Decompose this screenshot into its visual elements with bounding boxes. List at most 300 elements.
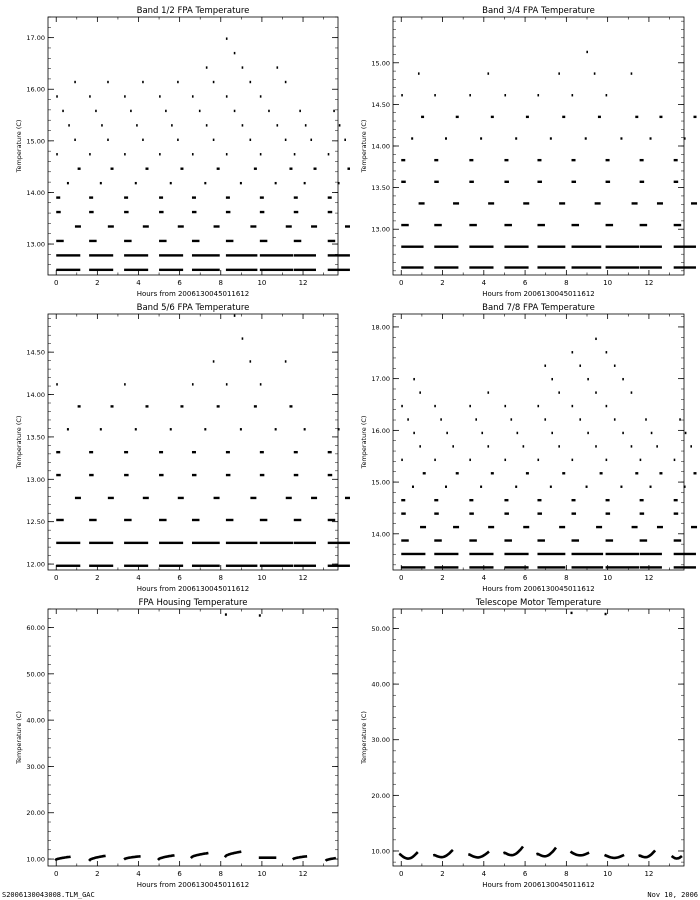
data-point: [537, 181, 542, 183]
data-point: [56, 95, 58, 97]
data-point: [124, 451, 128, 453]
data-point: [674, 224, 682, 226]
data-point: [254, 168, 257, 170]
data-point: [679, 418, 681, 420]
data-point: [56, 383, 58, 385]
data-point: [344, 139, 346, 141]
y-tick-label: 20.00: [371, 791, 390, 800]
data-point: [401, 459, 403, 461]
data-point: [286, 225, 292, 227]
data-point: [606, 553, 639, 555]
data-point: [250, 139, 252, 141]
y-tick-label: 20.00: [26, 809, 45, 818]
data-point: [640, 224, 648, 226]
data-point: [434, 499, 438, 501]
data-point: [260, 196, 264, 198]
data-point: [685, 432, 687, 434]
y-tick-label: 13.00: [371, 225, 390, 234]
data-point: [469, 266, 493, 268]
y-tick-label: 40.00: [26, 716, 45, 725]
data-point: [488, 202, 494, 204]
data-point: [56, 153, 58, 155]
data-point: [491, 472, 494, 474]
data-point: [204, 428, 206, 430]
data-segment: [124, 856, 141, 859]
y-tick-label: 13.00: [26, 475, 45, 484]
data-series: [399, 612, 682, 859]
x-tick-label: 2: [440, 870, 445, 878]
x-tick-label: 10: [603, 574, 613, 582]
data-point: [124, 153, 126, 155]
data-point: [136, 124, 138, 126]
data-point: [285, 360, 287, 362]
data-point: [111, 405, 114, 407]
data-point: [456, 116, 459, 118]
y-tick-label: 14.00: [371, 142, 390, 151]
data-point: [631, 391, 633, 393]
data-point: [159, 240, 167, 242]
data-point: [631, 445, 633, 447]
data-point: [413, 432, 415, 434]
data-points: [56, 37, 350, 271]
data-point: [572, 499, 576, 501]
data-point: [143, 225, 149, 227]
data-segment: [433, 850, 453, 857]
y-tick-label: 13.50: [26, 433, 45, 442]
data-point: [632, 202, 638, 204]
data-point: [226, 211, 231, 213]
data-point: [674, 512, 679, 514]
chart-band56: [0, 297, 350, 599]
data-point: [159, 153, 161, 155]
data-point: [537, 94, 539, 96]
y-tick-label: 12.00: [26, 560, 45, 569]
data-point: [277, 66, 279, 68]
data-point: [572, 181, 577, 183]
data-point: [314, 168, 317, 170]
y-tick-label: 60.00: [26, 624, 45, 633]
data-point: [294, 474, 299, 476]
data-point: [515, 486, 517, 488]
data-point: [62, 110, 64, 112]
data-point: [434, 266, 458, 268]
x-tick-label: 10: [257, 279, 267, 287]
y-tick-label: 13.50: [371, 184, 390, 193]
y-tick-label: 14.50: [371, 100, 390, 109]
data-point: [56, 519, 64, 521]
data-point: [572, 159, 576, 161]
data-point: [177, 81, 179, 83]
data-point: [250, 360, 252, 362]
data-point: [674, 459, 676, 461]
data-point: [606, 512, 611, 514]
data-point: [299, 110, 301, 112]
data-point: [225, 613, 227, 615]
data-point: [95, 110, 97, 112]
data-point: [242, 337, 244, 339]
data-point: [56, 254, 80, 256]
data-point: [89, 254, 113, 256]
data-point: [214, 497, 220, 499]
data-point: [480, 486, 482, 488]
data-point: [275, 428, 277, 430]
data-point: [67, 428, 69, 430]
data-point: [504, 459, 506, 461]
x-tick-label: 2: [95, 279, 100, 287]
x-tick-label: 0: [399, 574, 404, 582]
y-tick-label: 15.00: [371, 59, 390, 68]
y-tick-label: 30.00: [26, 762, 45, 771]
data-point: [226, 95, 228, 97]
data-point: [657, 202, 663, 204]
x-tick-label: 12: [644, 279, 654, 287]
data-series: [55, 613, 336, 861]
data-point: [401, 246, 423, 248]
data-point: [56, 474, 61, 476]
data-point: [550, 486, 552, 488]
data-point: [260, 565, 293, 567]
data-point: [159, 211, 164, 213]
data-point: [411, 137, 413, 139]
x-tick-label: 12: [644, 870, 654, 878]
data-point: [434, 539, 442, 541]
data-point: [328, 519, 336, 521]
data-point: [517, 432, 519, 434]
x-tick-label: 10: [257, 870, 267, 878]
data-segment: [326, 858, 336, 861]
data-point: [260, 240, 268, 242]
data-point: [650, 486, 652, 488]
data-point: [339, 124, 341, 126]
chart-band12: [0, 0, 350, 302]
data-point: [192, 269, 220, 271]
data-point: [469, 94, 471, 96]
data-point: [159, 254, 183, 256]
data-segment: [571, 852, 590, 856]
data-point: [632, 526, 638, 528]
data-point: [304, 182, 306, 184]
data-point: [192, 153, 194, 155]
data-point: [659, 472, 662, 474]
data-point: [56, 211, 61, 213]
data-point: [620, 486, 622, 488]
x-axis-label: Hours from 2006130045011612: [136, 290, 250, 298]
data-point: [572, 266, 602, 268]
data-point: [504, 94, 506, 96]
data-point: [537, 224, 545, 226]
data-point: [620, 137, 622, 139]
data-point: [170, 428, 172, 430]
x-tick-label: 6: [177, 870, 182, 878]
x-tick-label: 10: [603, 870, 613, 878]
y-axis-label: Temperature (C): [360, 711, 368, 764]
data-point: [469, 405, 471, 407]
data-point: [240, 182, 242, 184]
data-point: [100, 182, 102, 184]
chart-band78-panel: [350, 297, 700, 599]
data-point: [684, 137, 686, 139]
x-tick-label: 4: [481, 870, 487, 878]
data-point: [56, 565, 80, 567]
data-point: [572, 224, 580, 226]
data-point: [537, 159, 541, 161]
x-tick-label: 10: [257, 574, 267, 582]
data-point: [550, 137, 552, 139]
data-point: [558, 72, 560, 74]
plot-frame: [48, 314, 338, 570]
data-point: [124, 211, 129, 213]
data-point: [572, 512, 577, 514]
data-point: [250, 81, 252, 83]
data-point: [234, 52, 236, 54]
chart-title: FPA Housing Temperature: [138, 598, 248, 608]
data-point: [515, 137, 517, 139]
data-point: [192, 240, 200, 242]
data-point: [480, 137, 482, 139]
data-point: [226, 153, 228, 155]
data-point: [89, 474, 94, 476]
data-point: [614, 418, 616, 420]
data-point: [294, 451, 298, 453]
data-point: [469, 566, 493, 568]
x-tick-label: 8: [564, 279, 569, 287]
data-point: [56, 269, 80, 271]
data-point: [469, 539, 477, 541]
data-point: [159, 451, 163, 453]
x-tick-label: 4: [481, 279, 487, 287]
y-axis-label: Temperature (C): [360, 119, 368, 173]
data-point: [178, 225, 184, 227]
data-point: [285, 139, 287, 141]
data-point: [558, 391, 560, 393]
data-point: [469, 224, 477, 226]
data-point: [523, 445, 525, 447]
x-tick-label: 8: [218, 870, 224, 878]
data-point: [434, 246, 458, 248]
data-segment: [468, 852, 489, 858]
data-point: [171, 124, 173, 126]
data-point: [656, 445, 658, 447]
x-tick-label: 4: [481, 574, 487, 582]
data-point: [487, 445, 489, 447]
data-point: [75, 497, 81, 499]
chart-housing: [0, 594, 350, 894]
data-point: [453, 202, 459, 204]
chart-motor: [350, 594, 700, 894]
data-point: [606, 94, 608, 96]
data-point: [401, 512, 406, 514]
data-points: [56, 314, 350, 566]
data-point: [600, 472, 603, 474]
x-axis-label: Hours from 2006130045011612: [136, 881, 250, 889]
chart-title: Band 1/2 FPA Temperature: [136, 6, 250, 16]
chart-title: Telescope Motor Temperature: [475, 598, 602, 608]
x-tick-label: 8: [218, 279, 224, 287]
y-tick-label: 50.00: [371, 624, 390, 633]
data-point: [526, 472, 529, 474]
data-point: [277, 124, 279, 126]
data-point: [260, 542, 293, 544]
data-point: [631, 72, 633, 74]
data-point: [684, 486, 686, 488]
data-point: [289, 405, 292, 407]
data-point: [130, 110, 132, 112]
data-point: [107, 81, 109, 83]
data-point: [124, 383, 126, 385]
x-tick-label: 12: [644, 574, 654, 582]
data-point: [328, 240, 336, 242]
y-axis-label: Temperature (C): [15, 711, 23, 764]
x-tick-label: 0: [399, 279, 404, 287]
data-point: [294, 196, 298, 198]
data-points: [401, 338, 697, 569]
data-point: [294, 153, 296, 155]
data-point: [124, 565, 148, 567]
data-point: [445, 486, 447, 488]
y-tick-label: 16.00: [371, 426, 390, 435]
data-point: [419, 202, 425, 204]
data-segment: [399, 852, 418, 859]
data-point: [260, 269, 293, 271]
data-point: [401, 499, 405, 501]
data-point: [674, 499, 678, 501]
data-point: [217, 405, 220, 407]
data-point: [294, 269, 316, 271]
data-point: [413, 378, 415, 380]
data-point: [572, 351, 574, 353]
data-point: [674, 566, 696, 568]
data-point: [579, 365, 581, 367]
data-point: [226, 383, 228, 385]
data-point: [240, 428, 242, 430]
data-point: [537, 459, 539, 461]
data-segment: [225, 852, 241, 858]
data-point: [89, 451, 93, 453]
x-tick-label: 2: [440, 279, 445, 287]
data-point: [690, 445, 692, 447]
data-point: [328, 254, 350, 256]
data-point: [192, 519, 200, 521]
data-point: [691, 202, 697, 204]
data-point: [446, 432, 448, 434]
data-point: [434, 512, 439, 514]
data-point: [328, 542, 350, 544]
data-point: [657, 526, 663, 528]
data-point: [226, 565, 257, 567]
data-point: [674, 266, 696, 268]
data-point: [585, 137, 587, 139]
data-point: [434, 181, 439, 183]
data-point: [523, 202, 529, 204]
data-point: [159, 95, 161, 97]
data-point: [504, 553, 528, 555]
data-point: [594, 72, 596, 74]
data-point: [614, 365, 616, 367]
data-point: [544, 365, 546, 367]
x-tick-label: 0: [53, 870, 59, 878]
data-point: [572, 459, 574, 461]
data-point: [401, 94, 403, 96]
x-tick-label: 8: [564, 574, 569, 582]
data-point: [606, 405, 608, 407]
data-point: [206, 66, 208, 68]
data-point: [145, 405, 148, 407]
data-point: [456, 472, 459, 474]
data-point: [180, 405, 183, 407]
data-point: [412, 486, 414, 488]
data-point: [180, 168, 183, 170]
footer-source-label: S2006130043008.TLM_GAC: [2, 891, 95, 899]
data-point: [107, 139, 109, 141]
data-point: [640, 266, 662, 268]
data-point: [328, 451, 332, 453]
y-axis-label: Temperature (C): [15, 415, 23, 469]
data-point: [526, 116, 529, 118]
x-tick-label: 4: [136, 279, 141, 287]
data-point: [622, 432, 624, 434]
data-point: [419, 445, 421, 447]
plot-frame: [48, 609, 338, 866]
data-point: [469, 246, 493, 248]
y-tick-label: 15.00: [26, 137, 45, 146]
data-point: [213, 139, 215, 141]
data-point: [159, 519, 167, 521]
data-point: [260, 211, 265, 213]
data-point: [294, 519, 302, 521]
data-point: [537, 246, 565, 248]
x-tick-label: 6: [177, 574, 182, 582]
data-point: [294, 542, 316, 544]
data-point: [504, 405, 506, 407]
data-point: [640, 499, 644, 501]
data-point: [328, 565, 350, 567]
y-tick-label: 14.50: [26, 348, 45, 357]
data-point: [537, 266, 565, 268]
data-point: [67, 182, 69, 184]
data-point: [338, 182, 340, 184]
data-point: [159, 542, 183, 544]
data-point: [159, 196, 163, 198]
data-point: [537, 499, 541, 501]
chart-band78: [350, 297, 700, 599]
data-point: [124, 196, 128, 198]
data-point: [213, 81, 215, 83]
data-point: [294, 254, 316, 256]
data-point: [192, 474, 197, 476]
data-point: [142, 139, 144, 141]
data-point: [572, 246, 602, 248]
data-point: [159, 474, 164, 476]
data-point: [260, 153, 262, 155]
x-tick-label: 6: [522, 574, 528, 582]
data-point: [635, 472, 638, 474]
plot-frame: [393, 314, 684, 570]
data-point: [56, 240, 64, 242]
data-point: [504, 224, 512, 226]
data-point: [440, 418, 442, 420]
data-point: [551, 378, 553, 380]
data-point: [606, 351, 608, 353]
data-point: [452, 445, 454, 447]
data-point: [89, 269, 113, 271]
data-point: [579, 418, 581, 420]
data-point: [234, 110, 236, 112]
data-point: [595, 202, 601, 204]
data-point: [640, 181, 645, 183]
data-point: [572, 94, 574, 96]
data-point: [260, 383, 262, 385]
data-point: [260, 254, 293, 256]
